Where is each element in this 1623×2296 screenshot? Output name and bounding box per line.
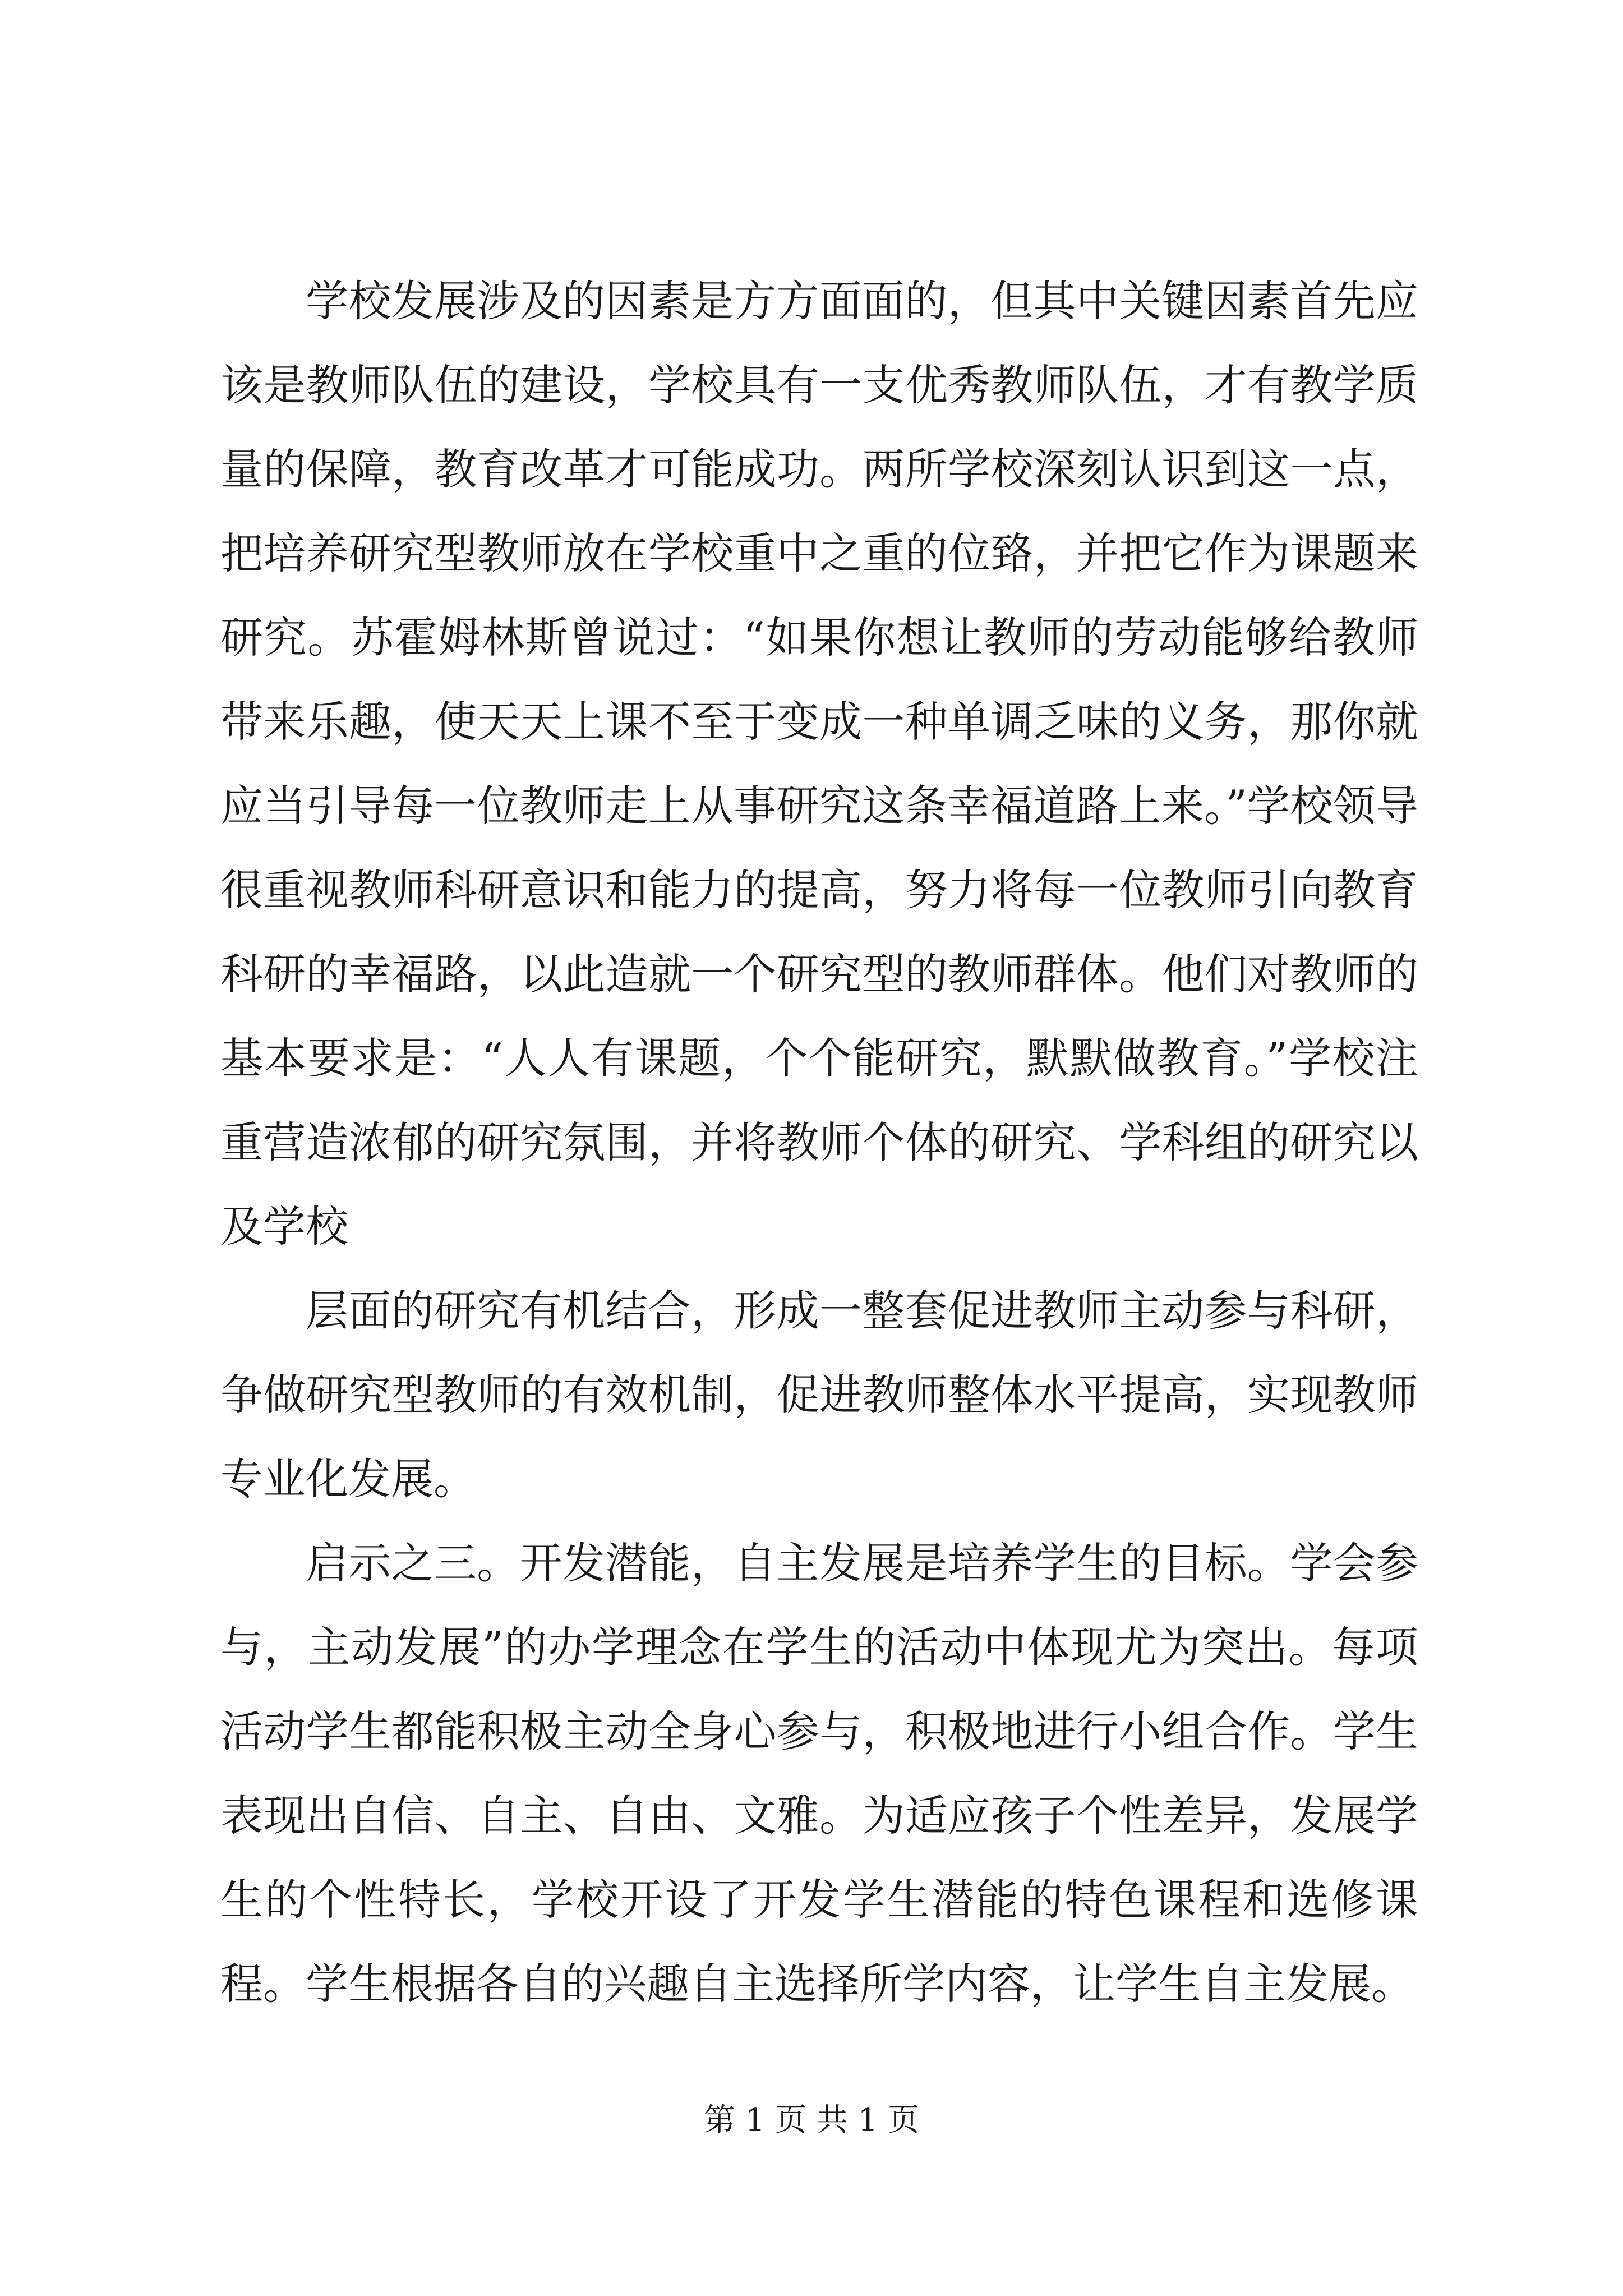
page-footer: 第 1 页 共 1 页: [703, 2102, 920, 2138]
paragraph-1: 学校发展涉及的因素是方方面面的，但其中关键因素首先应该是教师队伍的建设，学校具有一支优秀教师队伍，才有教学质量的保障，教育改革才可能成功。两所学校深刻认识到这一点，把培养研究型教师放在学校重中之重的位臵，并把它作为课题来研究。苏霍姆林斯曾说过：“如果你想让教师的劳动能够给教师带来乐趣，使天天上课不至于变成一种单调乏味的义务，那你就应当引导每一位教师走上从事研究这条幸福道路上来。”学校领导很重视教师科研意识和能力的提高，努力将每一位教师引向教育科研的幸福路，以此造就一个研究型的教师群体。他们对教师的基本要求是：“人人有课题，个个能研究，默默做教育。”学校注重营造浓郁的研究氛围，并将教师个体的研究、学科组的研究以及学校: [220, 276, 1418, 1251]
paragraph-3: 启示之三。开发潜能，自主发展是培养学生的目标。学会参与，主动发展”的办学理念在学生的活动中体现尤为突出。每项活动学生都能积极主动全身心参与，积极地进行小组合作。学生表现出自信、自主、自由、文雅。为适应孩子个性差异，发展学生的个性特长，学校开设了开发学生潜能的特色课程和选修课程。学生根据各自的兴趣自主选择所学内容，让学生自主发展。: [220, 1538, 1418, 2009]
document-body: [220, 259, 1418, 2026]
paragraph-2: 层面的研究有机结合，形成一整套促进教师主动参与科研，争做研究型教师的有效机制，促进教师整体水平提高，实现教师专业化发展。: [220, 1286, 1418, 1504]
